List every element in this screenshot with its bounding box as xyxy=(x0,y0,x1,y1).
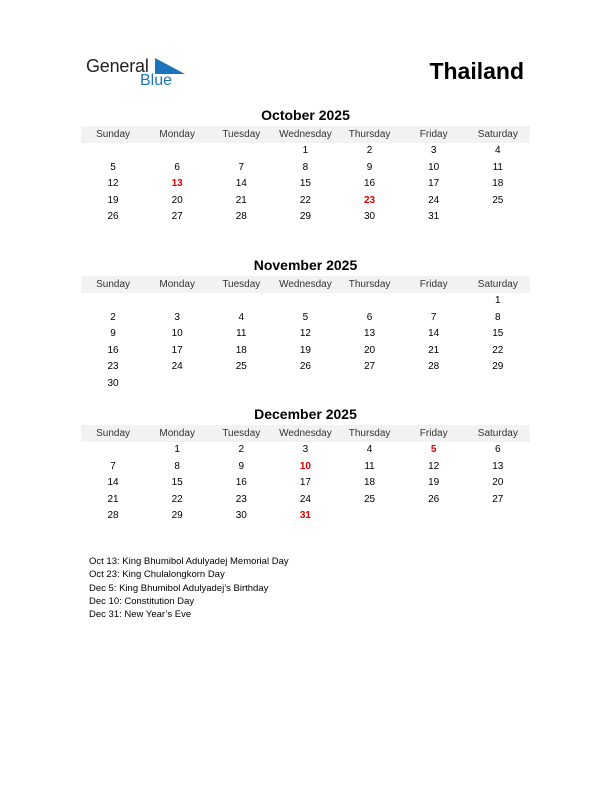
date-cell: 16 xyxy=(235,477,247,488)
date-cell: 4 xyxy=(495,145,501,156)
date-cell: 15 xyxy=(492,328,504,339)
date-cell: 18 xyxy=(364,477,376,488)
month-december xyxy=(81,405,530,525)
empty-cell xyxy=(209,143,273,160)
date-cell: 25 xyxy=(492,194,504,206)
date-cell: 19 xyxy=(107,194,119,206)
week-row xyxy=(81,160,530,177)
empty-cell xyxy=(466,508,530,525)
date-cell: 2 xyxy=(238,444,245,455)
date-cell: 27 xyxy=(171,211,183,222)
weekday-label: Monday xyxy=(159,129,195,140)
weekday-label: Friday xyxy=(419,428,448,439)
date-cell: 11 xyxy=(364,460,375,472)
week-row xyxy=(81,326,530,343)
week-row xyxy=(81,492,530,509)
date-cell: 12 xyxy=(299,328,311,339)
date-cell: 21 xyxy=(235,194,247,206)
date-cell: 22 xyxy=(492,344,504,356)
empty-cell xyxy=(81,293,145,310)
holiday-date: 31 xyxy=(299,510,311,521)
date-cell: 14 xyxy=(235,178,247,189)
week-row xyxy=(81,209,530,226)
date-cell: 30 xyxy=(364,211,376,222)
weekday-label: Thursday xyxy=(348,129,391,140)
date-cell: 25 xyxy=(364,493,376,505)
empty-cell xyxy=(402,293,466,310)
date-cell: 24 xyxy=(428,194,440,206)
date-cell: 5 xyxy=(302,311,309,323)
date-cell: 23 xyxy=(107,361,119,372)
empty-cell xyxy=(273,376,337,393)
logo-text-blue: Blue xyxy=(140,72,173,89)
empty-cell xyxy=(402,508,466,525)
date-cell: 18 xyxy=(235,344,247,356)
weekday-label: Monday xyxy=(159,428,195,439)
empty-cell xyxy=(81,442,145,459)
date-cell: 20 xyxy=(171,194,183,206)
date-cell: 16 xyxy=(364,178,376,189)
date-cell: 27 xyxy=(364,361,376,372)
empty-cell xyxy=(209,376,273,393)
date-cell: 8 xyxy=(302,161,309,173)
date-cell: 28 xyxy=(428,361,440,372)
date-cell: 1 xyxy=(302,145,309,156)
date-cell: 8 xyxy=(174,460,180,472)
weekday-header xyxy=(81,276,530,293)
date-cell: 19 xyxy=(428,477,440,488)
date-cell: 17 xyxy=(428,178,440,189)
date-cell: 31 xyxy=(428,211,440,222)
week-row xyxy=(81,193,530,210)
month-november xyxy=(81,256,530,392)
empty-cell xyxy=(338,293,402,310)
date-cell: 2 xyxy=(110,311,116,323)
date-cell: 9 xyxy=(110,328,116,339)
empty-cell xyxy=(338,376,402,393)
week-row xyxy=(81,176,530,193)
empty-cell xyxy=(145,293,209,310)
date-cell: 10 xyxy=(171,328,183,339)
date-cell: 13 xyxy=(364,328,376,339)
date-cell: 4 xyxy=(366,444,373,455)
empty-cell xyxy=(81,143,145,160)
week-row xyxy=(81,343,530,360)
holiday-item: Dec 31: New Year’s Eve xyxy=(89,609,192,621)
date-cell: 5 xyxy=(110,161,116,173)
date-cell: 16 xyxy=(107,344,119,356)
date-cell: 4 xyxy=(238,311,245,323)
date-cell: 29 xyxy=(171,510,183,521)
weekday-label: Sunday xyxy=(96,428,131,439)
week-row xyxy=(81,508,530,525)
date-cell: 7 xyxy=(110,460,116,472)
weekday-header xyxy=(81,126,530,143)
weekday-label: Wednesday xyxy=(279,129,332,140)
weekday-label: Saturday xyxy=(477,428,518,439)
holiday-date: 5 xyxy=(430,444,437,455)
date-cell: 20 xyxy=(364,344,376,356)
weekday-label: Wednesday xyxy=(279,428,332,439)
date-cell: 1 xyxy=(495,295,501,306)
empty-cell xyxy=(466,209,530,226)
date-cell: 23 xyxy=(235,493,247,505)
date-cell: 14 xyxy=(107,477,119,488)
date-cell: 26 xyxy=(299,361,311,372)
weekday-label: Tuesday xyxy=(222,279,261,290)
date-cell: 6 xyxy=(495,444,501,455)
date-cell: 21 xyxy=(428,344,440,356)
empty-cell xyxy=(145,376,209,393)
date-cell: 24 xyxy=(299,493,311,505)
date-cell: 29 xyxy=(492,361,504,372)
week-row xyxy=(81,310,530,327)
weekday-label: Monday xyxy=(159,279,195,290)
weekday-label: Friday xyxy=(419,279,448,290)
week-row xyxy=(81,143,530,160)
date-cell: 29 xyxy=(299,211,311,222)
date-cell: 22 xyxy=(171,493,183,505)
date-cell: 24 xyxy=(171,361,183,372)
date-cell: 15 xyxy=(171,477,183,488)
weekday-label: Wednesday xyxy=(279,279,332,290)
date-cell: 17 xyxy=(299,477,311,488)
date-cell: 12 xyxy=(428,460,440,472)
date-cell: 6 xyxy=(174,161,180,173)
weekday-label: Thursday xyxy=(348,428,391,439)
date-cell: 26 xyxy=(107,211,119,222)
date-cell: 17 xyxy=(171,344,183,356)
week-row xyxy=(81,459,530,476)
holiday-item: Oct 23: King Chulalongkorn Day xyxy=(89,569,225,581)
date-cell: 13 xyxy=(492,460,504,472)
empty-cell xyxy=(145,143,209,160)
empty-cell xyxy=(273,293,337,310)
logo-text-general: General xyxy=(86,56,149,76)
date-cell: 25 xyxy=(235,361,247,372)
month-title: December 2025 xyxy=(254,406,357,422)
weekday-label: Sunday xyxy=(96,129,131,140)
country-title: Thailand xyxy=(429,58,524,84)
date-cell: 15 xyxy=(299,178,311,189)
date-cell: 1 xyxy=(174,444,180,455)
date-cell: 20 xyxy=(492,477,504,488)
holiday-item: Oct 13: King Bhumibol Adulyadej Memorial Day xyxy=(89,556,289,567)
empty-cell xyxy=(338,508,402,525)
weekday-label: Saturday xyxy=(477,129,518,140)
date-cell: 26 xyxy=(428,493,440,505)
week-row xyxy=(81,359,530,376)
month-title: November 2025 xyxy=(253,257,358,273)
date-cell: 3 xyxy=(302,444,309,455)
weekday-label: Thursday xyxy=(348,279,391,290)
week-row xyxy=(81,293,530,310)
date-cell: 18 xyxy=(492,178,504,189)
weekday-label: Tuesday xyxy=(222,129,261,140)
date-cell: 14 xyxy=(428,328,440,339)
date-cell: 28 xyxy=(235,211,247,222)
date-cell: 30 xyxy=(235,510,247,521)
date-cell: 10 xyxy=(428,161,440,173)
date-cell: 2 xyxy=(366,145,373,156)
date-cell: 11 xyxy=(492,161,503,173)
weekday-label: Tuesday xyxy=(222,428,261,439)
date-cell: 3 xyxy=(174,311,180,323)
date-cell: 7 xyxy=(430,311,437,323)
date-cell: 21 xyxy=(107,493,119,505)
date-cell: 27 xyxy=(492,493,504,505)
week-row xyxy=(81,376,530,393)
date-cell: 7 xyxy=(238,161,245,173)
date-cell: 28 xyxy=(107,510,119,521)
holiday-item: Dec 5: King Bhumibol Adulyadej’s Birthday xyxy=(89,582,269,594)
week-row xyxy=(81,475,530,492)
week-row xyxy=(81,442,530,459)
date-cell: 9 xyxy=(366,161,373,173)
date-cell: 19 xyxy=(299,344,311,356)
empty-cell xyxy=(466,376,530,393)
empty-cell xyxy=(209,293,273,310)
holiday-date: 13 xyxy=(171,178,183,189)
month-october xyxy=(81,106,530,226)
date-cell: 11 xyxy=(236,328,247,339)
generalblue-logo xyxy=(86,56,186,92)
holiday-list xyxy=(89,555,289,621)
date-cell: 8 xyxy=(495,311,501,323)
date-cell: 9 xyxy=(238,460,245,472)
weekday-header xyxy=(81,425,530,442)
weekday-label: Saturday xyxy=(477,279,518,290)
date-cell: 12 xyxy=(107,178,119,189)
month-title: October 2025 xyxy=(261,107,350,123)
date-cell: 3 xyxy=(430,145,437,156)
holiday-date: 10 xyxy=(299,460,311,472)
holiday-date: 23 xyxy=(364,194,376,206)
date-cell: 22 xyxy=(299,194,311,206)
holiday-item: Dec 10: Constitution Day xyxy=(89,595,195,607)
date-cell: 30 xyxy=(107,377,119,389)
date-cell: 6 xyxy=(366,311,373,323)
weekday-label: Sunday xyxy=(96,279,131,290)
empty-cell xyxy=(402,376,466,393)
weekday-label: Friday xyxy=(419,129,448,140)
